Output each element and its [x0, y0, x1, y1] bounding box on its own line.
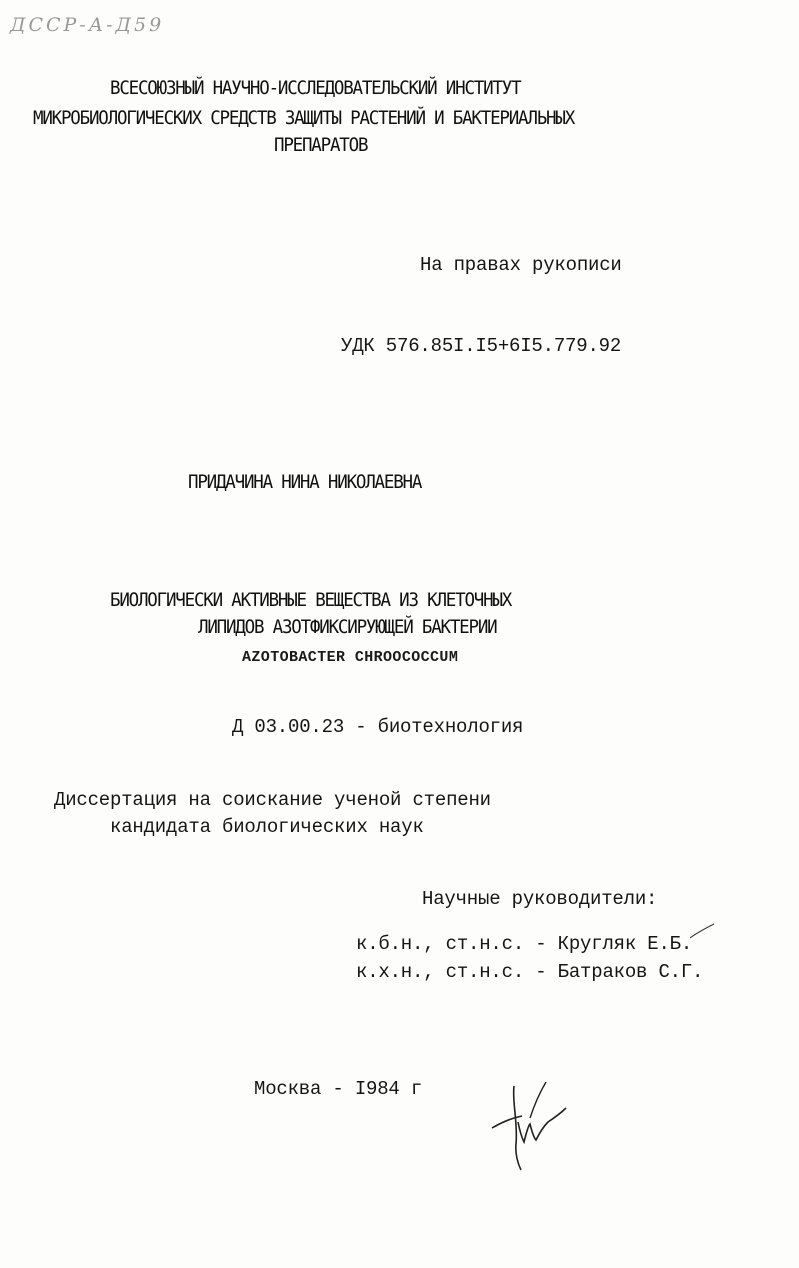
udk-code: УДК 576.85I.I5+6I5.779.92: [341, 335, 622, 357]
author-name: ПРИДАЧИНА НИНА НИКОЛАЕВНА: [188, 471, 422, 493]
specialty-code: Д 03.00.23 - биотехнология: [232, 716, 524, 738]
dissertation-line-1: Диссертация на соискание ученой степени: [54, 789, 491, 811]
dissertation-line-2: кандидата биологических наук: [110, 816, 424, 838]
rights-notice: На правах рукописи: [420, 254, 622, 276]
institute-line-3: ПРЕПАРАТОВ: [274, 134, 368, 156]
institute-line-2: МИКРОБИОЛОГИЧЕСКИХ СРЕДСТВ ЗАЩИТЫ РАСТЕНИЙ И БАКТЕРИАЛЬНЫХ: [33, 107, 575, 129]
archive-stamp: ДССР-А-Д59: [10, 14, 165, 36]
supervisors-label: Научные руководители:: [422, 888, 658, 910]
pen-tick-mark: [688, 922, 716, 942]
title-species: AZOTOBACTER CHROOCOCCUM: [242, 649, 459, 666]
supervisor-2: к.х.н., ст.н.с. - Батраков С.Г.: [356, 961, 704, 983]
handwritten-signature: [488, 1082, 570, 1174]
institute-line-1: ВСЕСОЮЗНЫЙ НАУЧНО-ИССЛЕДОВАТЕЛЬСКИЙ ИНСТИТУТ: [110, 77, 521, 99]
title-line-2: ЛИПИДОВ АЗОТФИКСИРУЮЩЕЙ БАКТЕРИИ: [198, 616, 497, 638]
place-and-year: Москва - I984 г: [254, 1078, 423, 1100]
title-line-1: БИОЛОГИЧЕСКИ АКТИВНЫЕ ВЕЩЕСТВА ИЗ КЛЕТОЧНЫХ: [110, 589, 512, 611]
supervisor-1: к.б.н., ст.н.с. - Кругляк Е.Б.: [356, 933, 693, 955]
